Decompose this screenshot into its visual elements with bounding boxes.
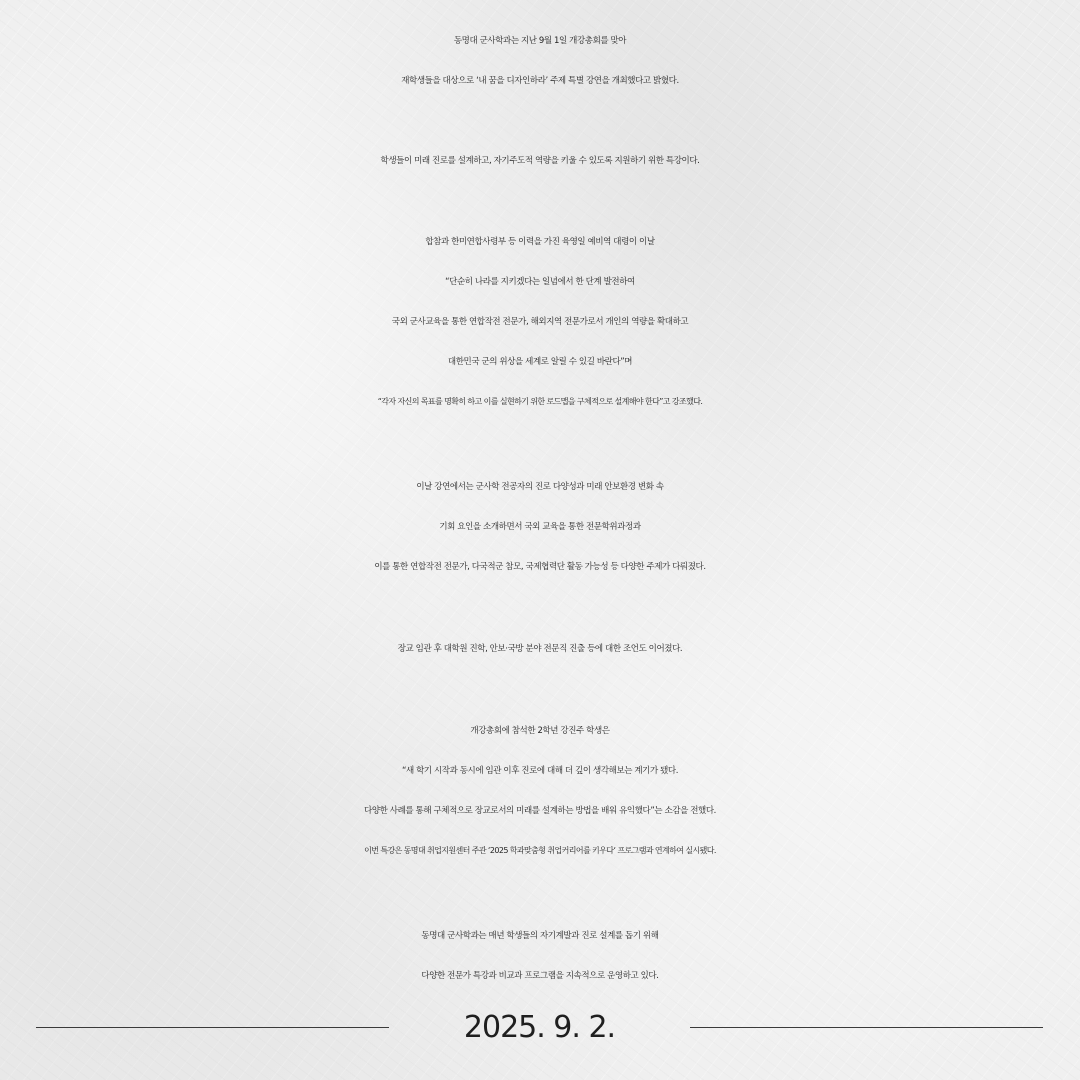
text-line: “각자 자신의 목표를 명확히 하고 이를 실현하기 위한 로드맵을 구체적으로 설계해야 한다”고 강조했다. [377, 397, 703, 406]
text-line: 개강총회에 참석한 2학년 강진주 학생은 [470, 726, 610, 736]
paragraph-7 [0, 916, 1080, 996]
publish-date: 2025. 9. 2. [463, 1010, 616, 1045]
text-line: 장교 임관 후 대학원 진학, 안보·국방 분야 전문직 진출 등에 대한 조언도 이어졌다. [397, 644, 683, 654]
paragraph-1 [0, 21, 1080, 101]
text-line: 합참과 한미연합사령부 등 이력을 가진 육영일 예비역 대령이 이날 [425, 237, 655, 247]
paragraph-6 [0, 711, 1080, 871]
text-line: “단순히 나라를 지키겠다는 일념에서 한 단계 발전하여 [445, 277, 635, 287]
text-line: 기회 요인을 소개하면서 국외 교육을 통한 전문학위과정과 [439, 522, 641, 532]
text-line: 다양한 사례를 통해 구체적으로 장교로서의 미래를 설계하는 방법을 배워 유익했다”는 소감을 전했다. [364, 806, 716, 816]
footer-date-row [0, 1004, 1080, 1052]
text-line: 이날 강연에서는 군사학 전공자의 진로 다양성과 미래 안보환경 변화 속 [416, 482, 664, 492]
right-divider [690, 1027, 1043, 1028]
text-line: 동명대 군사학과는 매년 학생들의 자기계발과 진로 설계를 돕기 위해 [421, 931, 659, 941]
text-line: 국외 군사교육을 통한 연합작전 전문가, 해외지역 전문가로서 개인의 역량을 확대하고 [391, 317, 689, 327]
text-line: “새 학기 시작과 동시에 임관 이후 진로에 대해 더 깊이 생각해보는 계기가 됐다. [401, 766, 679, 776]
text-line: 재학생들을 대상으로 ‘내 꿈을 디자인하라’ 주제 특별 강연을 개최했다고 밝혔다. [401, 76, 679, 86]
paragraph-5 [0, 629, 1080, 669]
paragraph-4 [0, 467, 1080, 587]
paragraph-3 [0, 222, 1080, 422]
paragraph-2 [0, 141, 1080, 181]
text-line: 다양한 전문가 특강과 비교과 프로그램을 지속적으로 운영하고 있다. [421, 971, 659, 981]
text-line: 이번 특강은 동명대 취업지원센터 주관 ‘2025 학과맞춤형 취업커리어를 키우다‘ 프로그램과 연계하여 실시됐다. [364, 846, 716, 855]
text-line: 대한민국 군의 위상을 세계로 알릴 수 있길 바란다”며 [447, 357, 633, 367]
text-line: 이를 통한 연합작전 전문가, 다국적군 참모, 국제협력단 활동 가능성 등 다양한 주제가 다뤄졌다. [374, 562, 706, 572]
text-line: 동명대 군사학과는 지난 9월 1일 개강총회를 맞아 [453, 36, 627, 46]
text-line: 학생들이 미래 진로를 설계하고, 자기주도적 역량을 키울 수 있도록 지원하기 위한 특강이다. [380, 156, 700, 166]
left-divider [36, 1027, 389, 1028]
